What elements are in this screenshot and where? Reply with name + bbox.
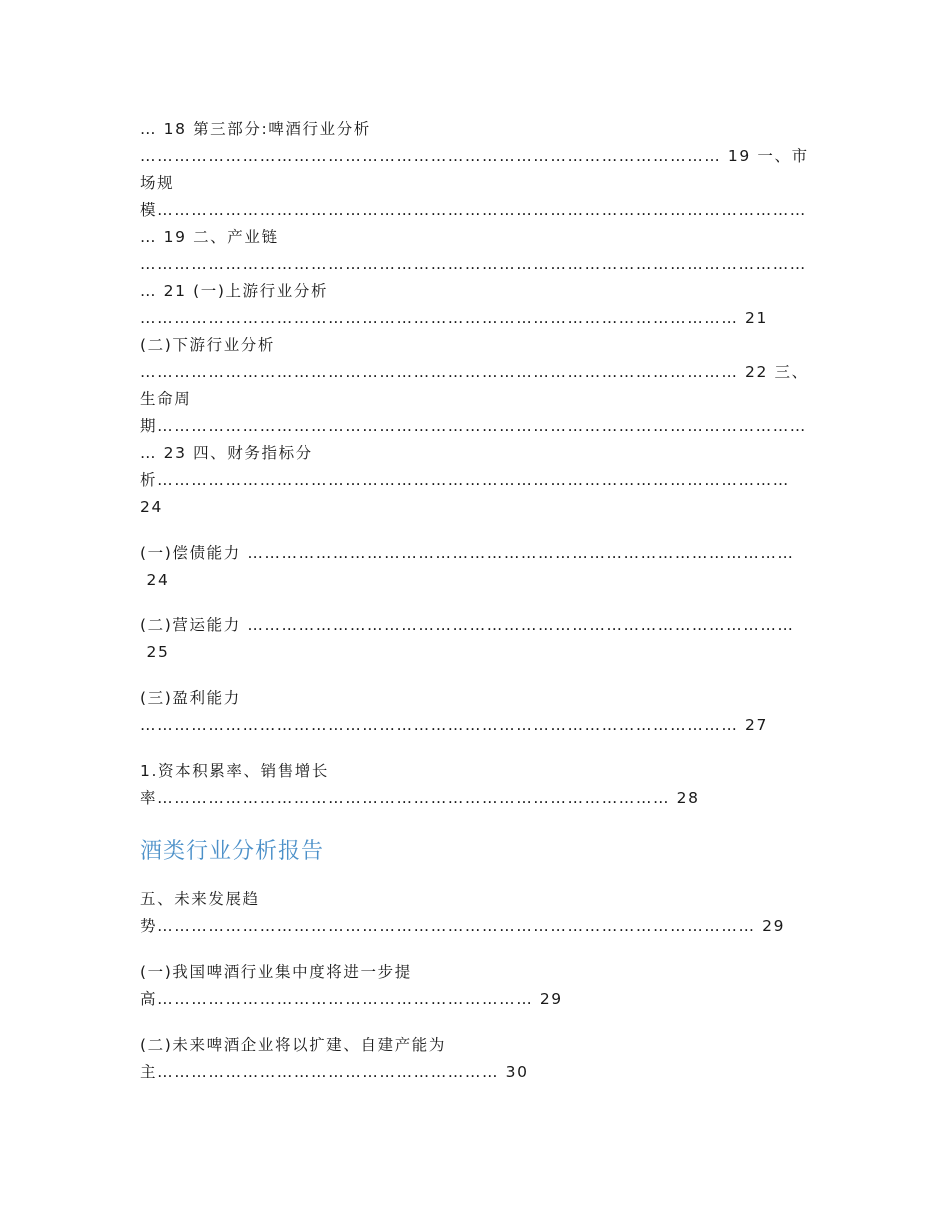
toc-line: (二)下游行业分析 (140, 336, 275, 354)
toc-line: 场规 (140, 174, 175, 192)
toc-line: ………………………………………………………………………………………… 19 一、市 (140, 147, 809, 165)
toc-line: 高………………………………………………………… 29 (140, 990, 563, 1008)
toc-line: 模…………………………………………………………………………………………………… (140, 201, 807, 219)
toc-line: 1.资本积累率、销售增长 (140, 762, 329, 780)
toc-line: … 18 第三部分:啤酒行业分析 (140, 120, 371, 138)
toc-line: (二)营运能力 …………………………………………………………………………………… (140, 616, 795, 634)
toc-line: 五、未来发展趋 (140, 890, 260, 908)
toc-line: 生命周 (140, 390, 192, 408)
toc-line: …………………………………………………………………………………………… 21 (140, 309, 768, 327)
toc-line: ……………………………………………………………………………………………………… (140, 255, 807, 273)
toc-line: … 19 二、产业链 (140, 228, 279, 246)
toc-line: 势…………………………………………………………………………………………… 29 (140, 917, 786, 935)
toc-line: 主…………………………………………………… 30 (140, 1063, 529, 1081)
toc-line: 25 (140, 643, 170, 661)
section-heading: 酒类行业分析报告 (140, 839, 325, 864)
toc-line: … 23 四、财务指标分 (140, 444, 313, 462)
toc-line: 24 (140, 498, 163, 516)
toc-line: (二)未来啤酒企业将以扩建、自建产能为 (140, 1036, 446, 1054)
toc-line: 期…………………………………………………………………………………………………… (140, 417, 807, 435)
toc-line: … 21 (一)上游行业分析 (140, 282, 329, 300)
toc-line: (一)我国啤酒行业集中度将进一步提 (140, 963, 412, 981)
toc-line: (一)偿债能力 …………………………………………………………………………………… (140, 544, 795, 562)
toc-line: 率……………………………………………………………………………… 28 (140, 789, 700, 807)
toc-line: (三)盈利能力 (140, 689, 241, 707)
toc-line: …………………………………………………………………………………………… 27 (140, 716, 768, 734)
toc-line: …………………………………………………………………………………………… 22 三、 (140, 363, 809, 381)
toc-line: 析………………………………………………………………………………………………… (140, 471, 790, 489)
toc-line: 24 (140, 571, 170, 589)
